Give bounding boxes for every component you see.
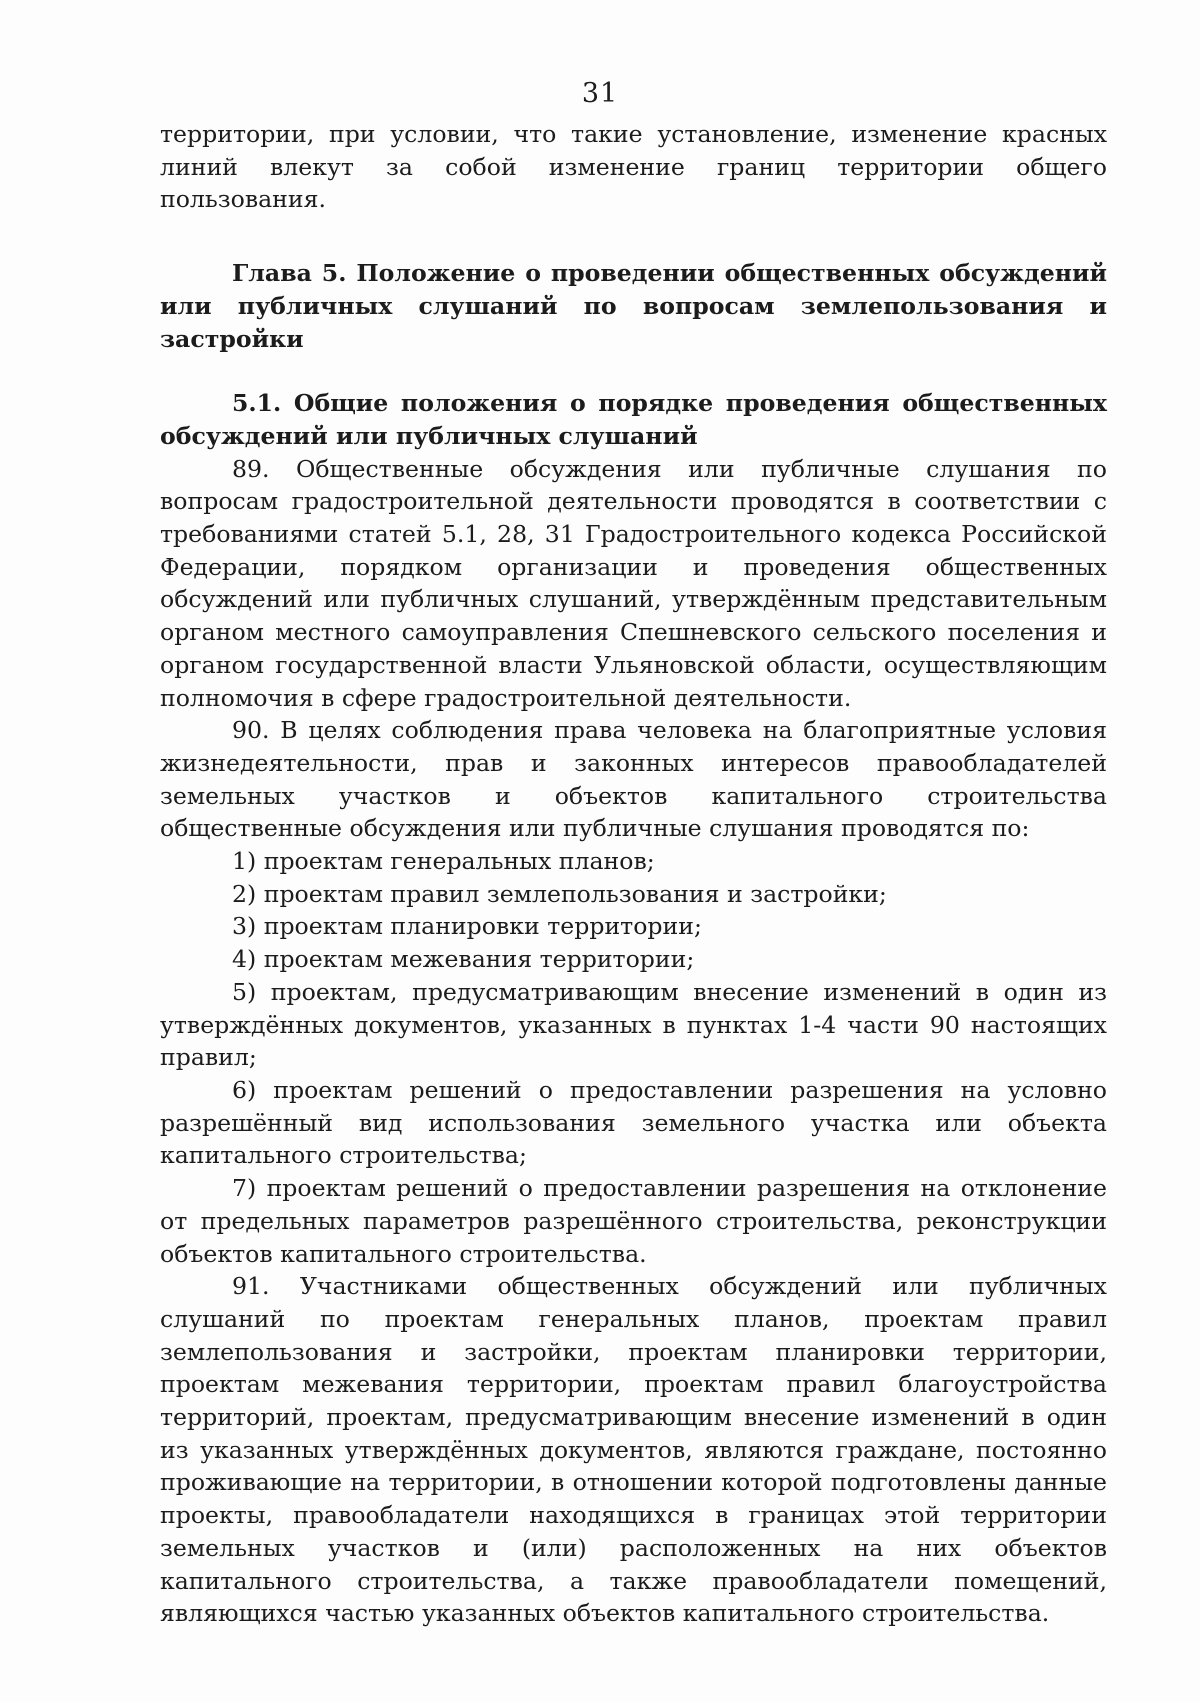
- section-heading: 5.1. Общие положения о порядке проведения общественных обсуждений или публичных слушаний: [160, 389, 1107, 450]
- list-item-6: 6) проектам решений о предоставлении разрешения на условно разрешённый вид использования земельного участка или объекта капитального строительства;: [160, 1075, 1107, 1170]
- continuation-paragraph: территории, при условии, что такие установление, изменение красных линий влекут за собой изменение границ территории общего пользования.: [160, 120, 1107, 214]
- list-item-4: 4) проектам межевания территории;: [232, 945, 695, 974]
- page-number: 31: [581, 78, 619, 109]
- list-item-7: 7) проектам решений о предоставлении разрешения на отклонение от предельных параметров разрешённого строительства, реконструкции объектов капитального строительства.: [160, 1174, 1107, 1268]
- paragraph-91: 91. Участниками общественных обсуждений или публичных слушаний по проектам генеральных планов, проектам правил землепользования и застройки, проектам планировки территории, проектам межевания территории, проектам правил благоустройства территорий, проектам, предусматривающим внесение изменений в один из указанных утверждённых документов, являются граждане, постоянно проживающие на территории, в отношении которой подготовлены данные проекты, правообладатели находящихся в границах этой территории земельных участков и (или) расположенных на них объектов капитального строительства, а также правообладатели помещений, являющихся частью указанных объектов капитального строительства.: [160, 1272, 1107, 1628]
- list-item-3: 3) проектам планировки территории;: [232, 912, 702, 941]
- paragraph-90: 90. В целях соблюдения права человека на благоприятные условия жизнедеятельности, прав и законных интересов правообладателей земельных участков и объектов капитального строительства общественные обсуждения или публичные слушания проводятся по:: [160, 716, 1107, 843]
- list-item-5: 5) проектам, предусматривающим внесение изменений в один из утверждённых документов, указанных в пунктах 1-4 части 90 настоящих правил;: [160, 977, 1107, 1072]
- paragraph-89: 89. Общественные обсуждения или публичные слушания по вопросам градостроительной деятельности проводятся в соответствии с требованиями статей 5.1, 28, 31 Градостроительного кодекса Российской Федерации, порядком организации и проведения общественных обсуждений или публичных слушаний, утверждённым представительным органом местного самоуправления Спешневского сельского поселения и органом государственной власти Ульяновской области, осуществляющим полномочия в сфере градостроительной деятельности.: [160, 454, 1107, 712]
- chapter-heading: Глава 5. Положение о проведении общественных обсуждений или публичных слушаний по вопросам землепользования и застройки: [160, 259, 1107, 353]
- document-body: [160, 118, 1107, 1630]
- list-item-2: 2) проектам правил землепользования и застройки;: [232, 879, 887, 908]
- list-item-1: 1) проектам генеральных планов;: [232, 847, 655, 876]
